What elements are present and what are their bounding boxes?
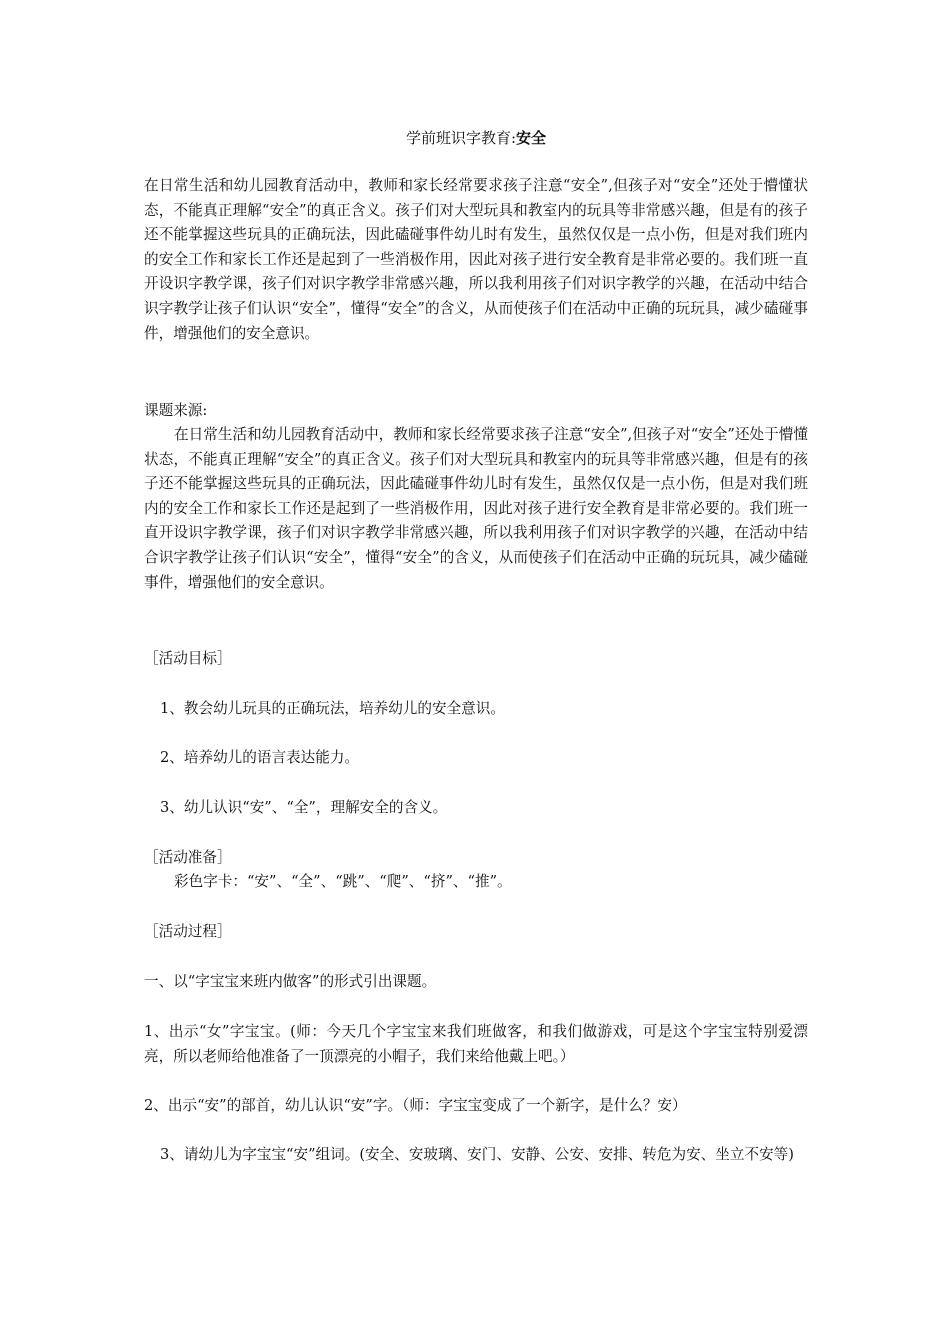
page-title xyxy=(144,128,808,148)
step-1-item-1: 1、出示“女”字宝宝。(师：今天几个字宝宝来我们班做客，和我们做游戏，可是这个字宝宝特别爱漂亮，所以老师给他准备了一顶漂亮的小帽子，我们来给他戴上吧。） xyxy=(144,1023,808,1065)
goals-heading: ［活动目标］ xyxy=(144,650,232,667)
prep-body: 彩色字卡：“安”、“全”、“跳”、“爬”、“挤”、“推”。 xyxy=(174,873,512,890)
goal-item-3: 3、幼儿认识“安”、“全”，理解安全的含义。 xyxy=(160,799,448,816)
source-heading: 课题来源: xyxy=(144,402,208,419)
prep-heading: ［活动准备］ xyxy=(144,849,232,866)
title-prefix: 学前班识字教育: xyxy=(405,129,517,147)
goal-item-1: 1、教会幼儿玩具的正确玩法，培养幼儿的安全意识。 xyxy=(160,700,505,717)
step-1-item-3: 3、请幼儿为字宝宝“安”组词。(安全、安玻璃、安门、安静、公安、安排、转危为安、坐立不安等) xyxy=(160,1146,794,1163)
intro-paragraph: 在日常生活和幼儿园教育活动中，教师和家长经常要求孩子注意“安全”,但孩子对“安全”还处于懵懂状态，不能真正理解“安全”的真正含义。孩子们对大型玩具和教室内的玩具等非常感兴趣，但是有的孩子还不能掌握这些玩具的正确玩法，因此磕碰事件幼儿时有发生，虽然仅仅是一点小伤，但是对我们班内的安全工作和家长工作还是起到了一些消极作用，因此对孩子进行安全教育是非常必要的。我们班一直开设识字教学课，孩子们对识字教学非常感兴趣，所以我利用孩子们对识字教学的兴趣，在活动中结合识字教学让孩子们认识“安全”，懂得“安全”的含义，从而使孩子们在活动中正确的玩玩具，减少磕碰事件，增强他们的安全意识。 xyxy=(144,177,808,342)
process-heading: ［活动过程］ xyxy=(144,923,232,940)
step-1-heading: 一、以“字宝宝来班内做客”的形式引出课题。 xyxy=(144,973,437,990)
step-1-item-2: 2、出示“安”的部首，幼儿认识“安”字。（师：字宝宝变成了一个新字，是什么？安） xyxy=(144,1097,687,1114)
goal-item-2: 2、培养幼儿的语言表达能力。 xyxy=(160,749,360,766)
title-bold: 安全 xyxy=(516,129,547,147)
source-paragraph: 在日常生活和幼儿园教育活动中，教师和家长经常要求孩子注意“安全”,但孩子对“安全”还处于懵懂状态，不能真正理解“安全”的真正含义。孩子们对大型玩具和教室内的玩具等非常感兴趣，但是有的孩子还不能掌握这些玩具的正确玩法，因此磕碰事件幼儿时有发生，虽然仅仅是一点小伤，但是对我们班内的安全工作和家长工作还是起到了一些消极作用，因此对孩子进行安全教育是非常必要的。我们班一直开设识字教学课，孩子们对识字教学非常感兴趣，所以我利用孩子们对识字教学的兴趣，在活动中结合识字教学让孩子们认识“安全”，懂得“安全”的含义，从而使孩子们在活动中正确的玩玩具，减少磕碰事件，增强他们的安全意识。 xyxy=(144,426,808,591)
